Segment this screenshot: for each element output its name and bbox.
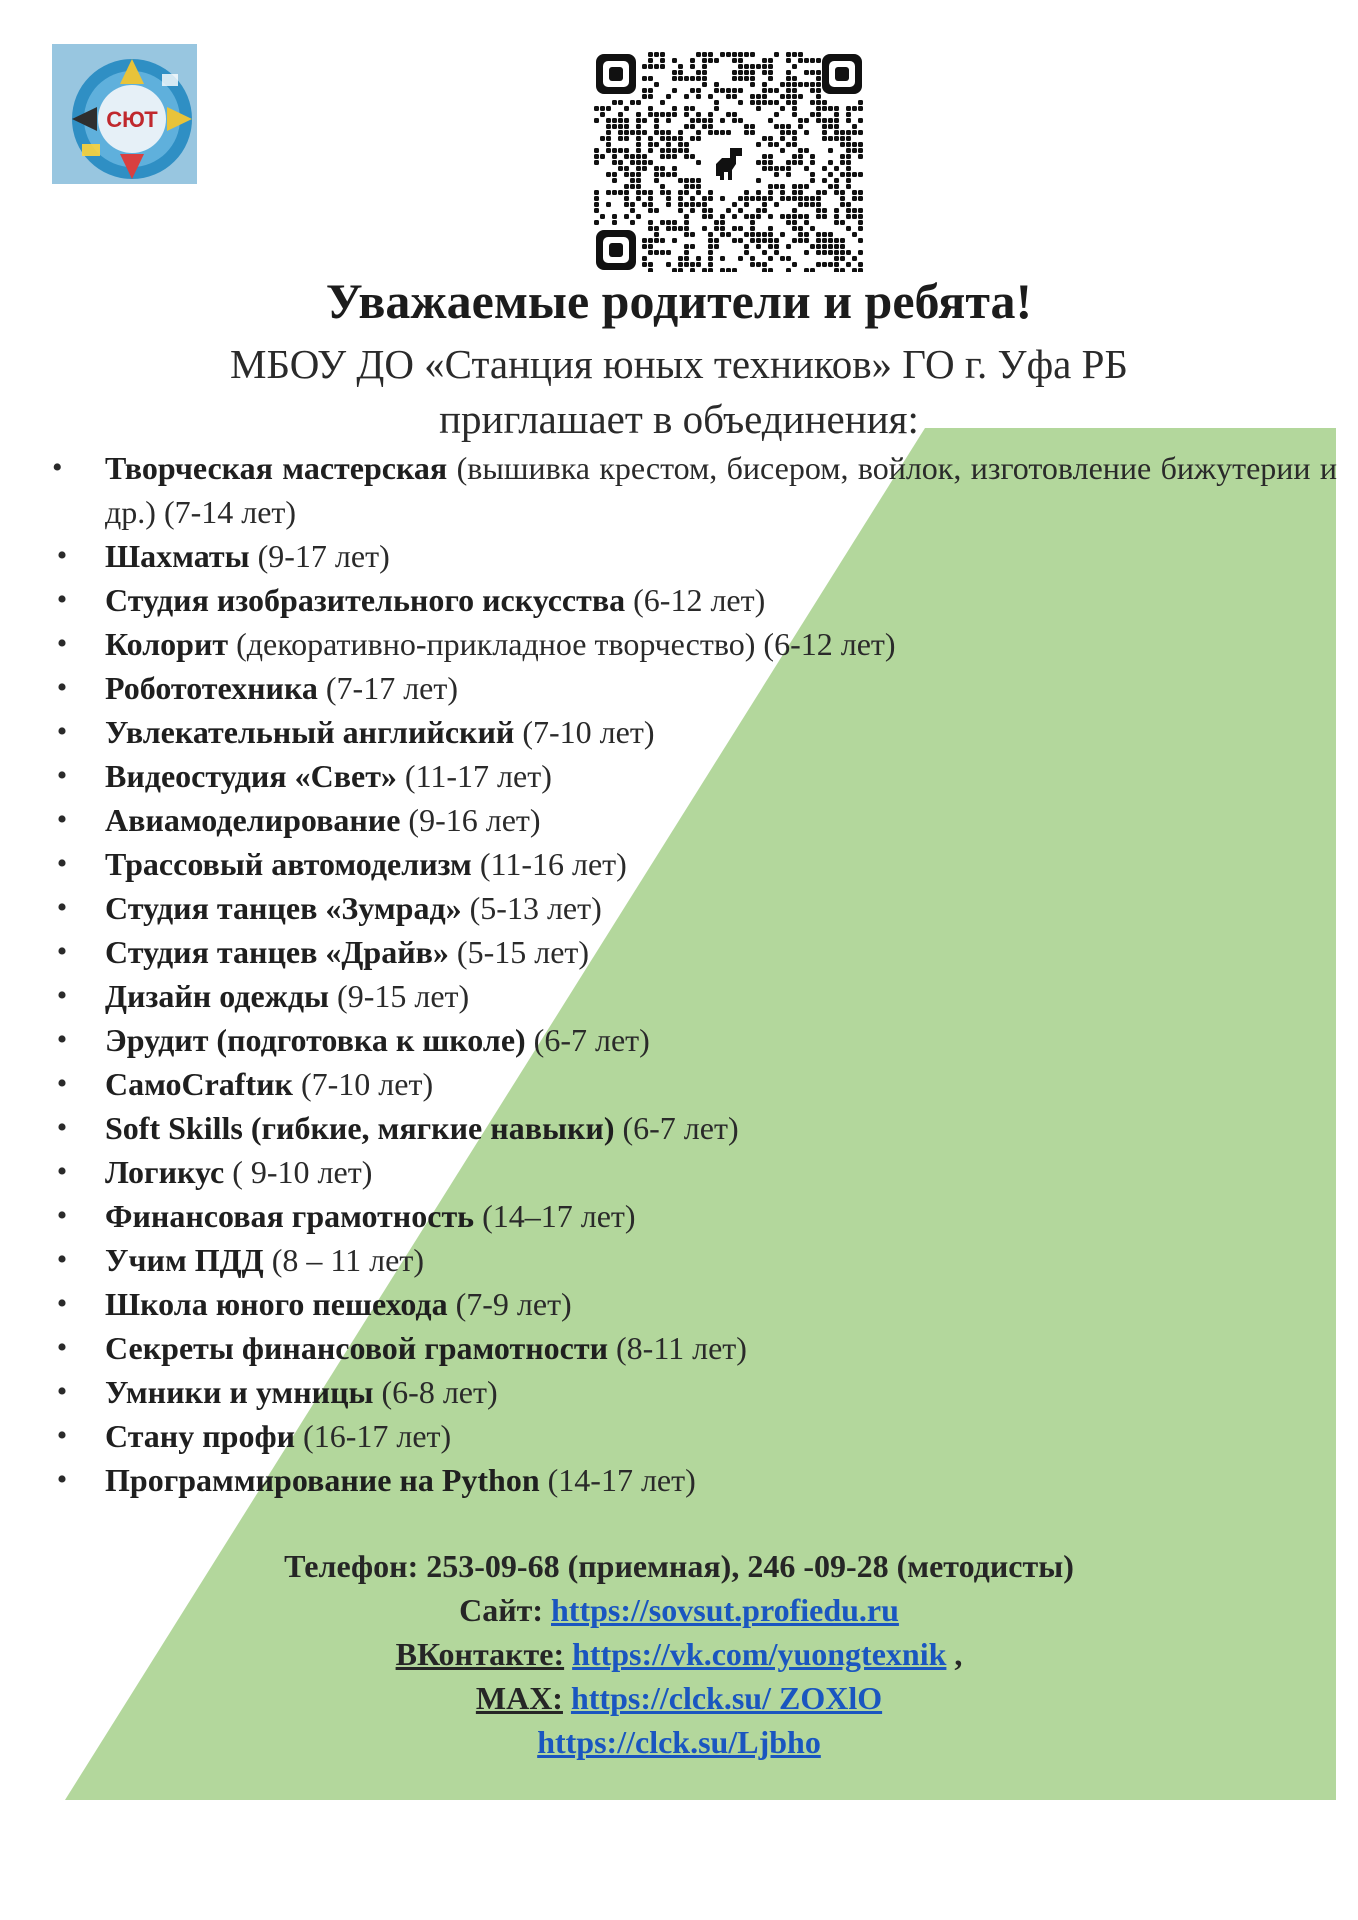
list-item (52, 1194, 1337, 1238)
program-name: Soft Skills (гибкие, мягкие навыки) (105, 1110, 615, 1146)
bullet: • (56, 1155, 68, 1188)
program-name: Видеостудия «Свет» (105, 758, 397, 794)
list-item (52, 446, 1337, 534)
extra-link[interactable]: https://clck.su/Ljbho (537, 1724, 821, 1760)
program-detail: (8-11 лет) (608, 1330, 747, 1366)
bullet: • (56, 759, 68, 792)
list-item (52, 1106, 1337, 1150)
list-item (52, 666, 1337, 710)
program-name: Студия танцев «Зумрад» (105, 890, 462, 926)
organization-logo (52, 44, 197, 184)
program-detail: (11-17 лет) (396, 758, 552, 794)
list-item (52, 1238, 1337, 1282)
program-detail: (14-17 лет) (539, 1462, 696, 1498)
list-item (52, 534, 1337, 578)
program-name: Финансовая грамотность (105, 1198, 475, 1234)
list-item (52, 1458, 1337, 1502)
program-name: Программирование на Python (105, 1462, 540, 1498)
site-link[interactable]: https://sovsut.profiedu.ru (551, 1592, 899, 1628)
list-item (52, 1018, 1337, 1062)
bullet: • (56, 1331, 68, 1364)
list-item (52, 1150, 1337, 1194)
program-name: Дизайн одежды (105, 978, 330, 1014)
program-detail: (11-16 лет) (471, 846, 627, 882)
program-name: Секреты финансовой грамотности (105, 1330, 608, 1366)
program-detail: (6-7 лет) (525, 1022, 650, 1058)
bullet: • (56, 1419, 68, 1452)
program-detail: (6-8 лет) (373, 1374, 498, 1410)
bullet: • (56, 1199, 68, 1232)
program-detail: (5-15 лет) (448, 934, 590, 970)
program-name: Колорит (105, 626, 229, 662)
extra-link-line (0, 1720, 1358, 1764)
list-item (52, 754, 1337, 798)
bullet: • (56, 583, 68, 616)
program-detail: (7-10 лет) (292, 1066, 434, 1102)
bullet: • (56, 1111, 68, 1144)
qr-code-icon (594, 52, 864, 272)
site-line (0, 1588, 1358, 1632)
vk-label: ВКонтакте: (395, 1636, 565, 1672)
bullet: • (56, 935, 68, 968)
logo-emblem-icon (52, 44, 197, 184)
contacts-block (0, 1544, 1358, 1764)
vk-link[interactable]: https://vk.com/yuongtexnik (572, 1636, 947, 1672)
page-title: Уважаемые родители и ребята! (325, 273, 1033, 329)
list-item (52, 798, 1337, 842)
max-link[interactable]: https://clck.su/ ZOXlO (570, 1680, 883, 1716)
program-detail: (вышивка крестом, бисером, войлок, изготовление бижутерии и др.) (7-14 лет) (105, 450, 1337, 530)
program-name: Стану профи (105, 1418, 296, 1454)
logo-text: СЮТ (106, 107, 158, 132)
program-name: Трассовый автомоделизм (105, 846, 472, 882)
program-name: Авиамоделирование (105, 802, 401, 838)
program-detail: (5-13 лет) (461, 890, 602, 926)
program-name: Эрудит (подготовка к школе) (105, 1022, 526, 1058)
list-item (52, 974, 1337, 1018)
bullet: • (56, 1067, 68, 1100)
program-name: Учим ПДД (105, 1242, 264, 1278)
program-name: Студия танцев «Драйв» (105, 934, 449, 970)
program-name: Школа юного пешехода (105, 1286, 448, 1322)
list-item (52, 578, 1337, 622)
list-item (52, 622, 1337, 666)
program-name: Студия изобразительного искусства (105, 582, 626, 618)
program-detail: (6-12 лет) (625, 582, 766, 618)
bullet: • (56, 1287, 68, 1320)
invitation-line: приглашает в объединения: (439, 396, 919, 442)
program-detail: (9-15 лет) (329, 978, 470, 1014)
bullet: • (56, 539, 68, 572)
list-item (52, 1326, 1337, 1370)
program-name: Шахматы (105, 538, 250, 574)
list-item (52, 886, 1337, 930)
bullet: • (56, 891, 68, 924)
program-detail: (7-10 лет) (514, 714, 655, 750)
program-detail: (7-9 лет) (447, 1286, 572, 1322)
vk-trailing-comma: , (946, 1636, 963, 1672)
organization-line: МБОУ ДО «Станция юных техников» ГО г. Уфа РБ (230, 341, 1128, 387)
bullet: • (56, 1023, 68, 1056)
max-line (0, 1676, 1358, 1720)
list-item (52, 1414, 1337, 1458)
bullet: • (56, 1243, 68, 1276)
program-name: Творческая мастерская (105, 450, 448, 486)
list-item (52, 1062, 1337, 1106)
bullet: • (56, 847, 68, 880)
program-name: Логикус (105, 1154, 225, 1190)
program-detail: (9-16 лет) (400, 802, 541, 838)
bullet: • (56, 627, 68, 660)
site-label: Сайт: (459, 1592, 551, 1628)
program-detail: (декоративно-прикладное творчество) (6-12 лет) (228, 626, 896, 662)
bullet: • (56, 803, 68, 836)
program-name: Робототехника (105, 670, 318, 706)
qr-code[interactable] (594, 52, 864, 272)
phone-line: Телефон: 253-09-68 (приемная), 246 -09-28 (методисты) (284, 1548, 1074, 1584)
max-label: MAX: (475, 1680, 563, 1716)
program-detail: (14–17 лет) (474, 1198, 636, 1234)
program-detail: (6-7 лет) (614, 1110, 739, 1146)
list-item (52, 930, 1337, 974)
bullet: • (56, 979, 68, 1012)
program-detail: (8 – 11 лет) (263, 1242, 424, 1278)
program-name: Умники и умницы (105, 1374, 374, 1410)
program-detail: ( 9-10 лет) (224, 1154, 373, 1190)
bullet: • (56, 1375, 68, 1408)
program-detail: (16-17 лет) (295, 1418, 452, 1454)
bullet: • (56, 1463, 68, 1496)
list-item (52, 1282, 1337, 1326)
program-name: СамоCraftик (105, 1066, 293, 1102)
list-item (52, 710, 1337, 754)
vk-line (0, 1632, 1358, 1676)
program-list (52, 446, 1337, 1502)
list-item (52, 842, 1337, 886)
bullet: • (52, 451, 63, 484)
bullet: • (56, 671, 68, 704)
program-detail: (9-17 лет) (249, 538, 390, 574)
bullet: • (56, 715, 68, 748)
program-name: Увлекательный английский (105, 714, 515, 750)
program-detail: (7-17 лет) (317, 670, 459, 706)
list-item (52, 1370, 1337, 1414)
